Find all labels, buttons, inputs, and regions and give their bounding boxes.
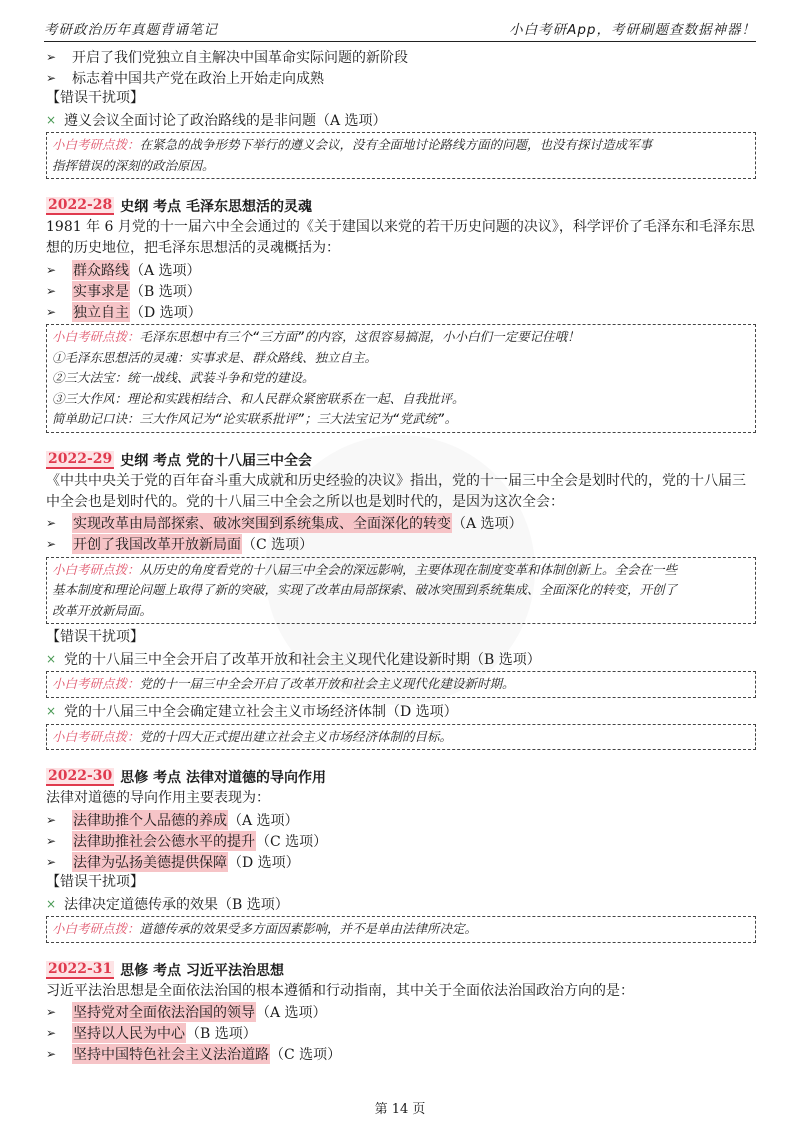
page-content [46,46,756,1065]
wrong-option: × 遵义会议全面讨论了政治路线的是非问题（A 选项） [46,112,387,129]
correct-option: ➢ 法律为弘扬美德提供保障 （D 选项） [46,851,756,872]
cross-icon: × [46,651,57,666]
correct-option: ➢ 法律助推个人品德的养成 （A 选项） [46,809,756,830]
cross-icon: × [46,112,57,127]
correct-option: ➢ 实事求是 （B 选项） [46,280,756,301]
page-number: 第 14 页 [374,1102,426,1117]
arrow-icon: ➢ [46,1026,57,1040]
arrow-icon: ➢ [46,812,57,827]
note-tag: 小白考研点拨： [52,329,140,344]
question-id: 2022-31 [48,960,113,977]
question-stem: 习近平法治思想是全面依法治国的根本遵循和行动指南，其中关于全面依法治国政治方向的是： [46,982,634,999]
header-title: 考研政治历年真题背诵笔记 [44,22,218,38]
note-box: 小白考研点拨：党的十四大正式提出建立社会主义市场经济体制的目标。 [46,724,756,751]
error-label: 【错误干扰项】 [46,90,144,106]
arrow-icon: ➢ [46,833,57,848]
arrow-icon: ➢ [46,304,57,319]
arrow-icon: ➢ [46,49,57,64]
correct-option: ➢ 独立自主 （D 选项） [46,301,756,322]
question-stem: 1981 年 6 月党的十一届六中全会通过的《关于建国以来党的若干历史问题的决议》，科学评价了毛泽东和毛泽东思 想的历史地位，把毛泽东思想活的灵魂概括为： [46,219,755,256]
question-stem: 《中共中央关于党的百年奋斗重大成就和历史经验的决议》指出，党的十一届三中全会是划时代的，党的十八届三 中全会也是划时代的。党的十八届三中全会之所以也是划时代的，是因为这次全会： [46,472,746,510]
arrow-icon: ➢ [46,854,57,869]
bullet-item: ➢ 标志着中国共产党在政治上开始走向成熟 [46,70,324,87]
note-box: 小白考研点拨：党的十一届三中全会开启了改革开放和社会主义现代化建设新时期。 [46,671,756,698]
question-id: 2022-29 [48,450,113,467]
correct-option: ➢ 法律助推社会公德水平的提升 （C 选项） [46,830,756,851]
correct-option: ➢ 坚持以人民为中心 （B 选项） [46,1023,756,1044]
question-title: 2022-31 思修 考点 习近平法治思想 [48,960,285,979]
note-box: 小白考研点拨：道德传承的效果受多方面因素影响，并不是单由法律所决定。 [46,916,756,943]
question-title: 2022-28 史纲 考点 毛泽东思想活的灵魂 [48,197,313,215]
correct-option: ➢ 实现改革由局部探索、破冰突围到系统集成、全面深化的转变 （A 选项） [46,513,756,534]
arrow-icon: ➢ [46,70,57,85]
wrong-option: × 党的十八届三中全会开启了改革开放和社会主义现代化建设新时期（B 选项） [46,651,541,668]
correct-option: ➢ 群众路线 （A 选项） [46,259,756,280]
note-tag: 小白考研点拨： [52,728,140,744]
header-slogan: 小白考研App，考研刷题查数据神器！ [509,22,756,38]
note-tag: 小白考研点拨： [52,676,140,691]
note-box: 小白考研点拨：在紧急的战争形势下举行的遵义会议，没有全面地讨论路线方面的问题，也没有探讨造成军事 指挥错误的深刻的政治原因。 [46,132,756,179]
correct-option: ➢ 开创了我国改革开放新局面 （C 选项） [46,534,756,555]
note-box: 小白考研点拨：毛泽东思想中有三个“三方面”的内容，这很容易搞混，小小白们一定要记住哦！ ①毛泽东思想活的灵魂：实事求是、群众路线、独立自主。 ②三大法宝：统一战线、武装斗争和党的建设。 ③三大作风：理论和实践相结合、和人民群众紧密联系在一起、自我批评。 简单助记口诀：三大作风记为“论实联系批评”；三大法宝记为“党武统”。 [46,324,756,433]
question-title: 2022-30 思修 考点 法律对道德的导向作用 [48,768,327,786]
note-box: 小白考研点拨：从历史的角度看党的十八届三中全会的深远影响，主要体现在制度变革和体制创新上。全会在一些 基本制度和理论问题上取得了新的突破，实现了改革由局部探索、破冰突围到系统集成、全面深化的转变，开创了 改革开放新局面。 [46,557,756,625]
arrow-icon: ➢ [46,537,57,551]
error-label: 【错误干扰项】 [46,629,144,645]
cross-icon: × [46,704,57,718]
question-stem: 法律对道德的导向作用主要表现为： [46,790,270,806]
wrong-option: × 法律决定道德传承的效果（B 选项） [46,896,289,913]
arrow-icon: ➢ [46,283,57,298]
arrow-icon: ➢ [46,1047,57,1061]
bullet-item: ➢ 开启了我们党独立自主解决中国革命实际问题的新阶段 [46,49,408,66]
arrow-icon: ➢ [46,516,57,530]
arrow-icon: ➢ [46,262,57,277]
correct-option: ➢ 坚持中国特色社会主义法治道路 （C 选项） [46,1044,756,1065]
note-tag: 小白考研点拨： [52,561,140,577]
note-tag: 小白考研点拨： [52,137,140,152]
question-title: 2022-29 史纲 考点 党的十八届三中全会 [48,450,313,469]
correct-option: ➢ 坚持党对全面依法治国的领导 （A 选项） [46,1002,756,1023]
note-tag: 小白考研点拨： [52,921,140,936]
question-id: 2022-30 [48,768,113,784]
cross-icon: × [46,896,57,911]
wrong-option: × 党的十八届三中全会确定建立社会主义市场经济体制（D 选项） [46,704,458,720]
page-header [44,14,756,42]
question-id: 2022-28 [48,197,113,213]
arrow-icon: ➢ [46,1005,57,1019]
error-label: 【错误干扰项】 [46,874,144,890]
